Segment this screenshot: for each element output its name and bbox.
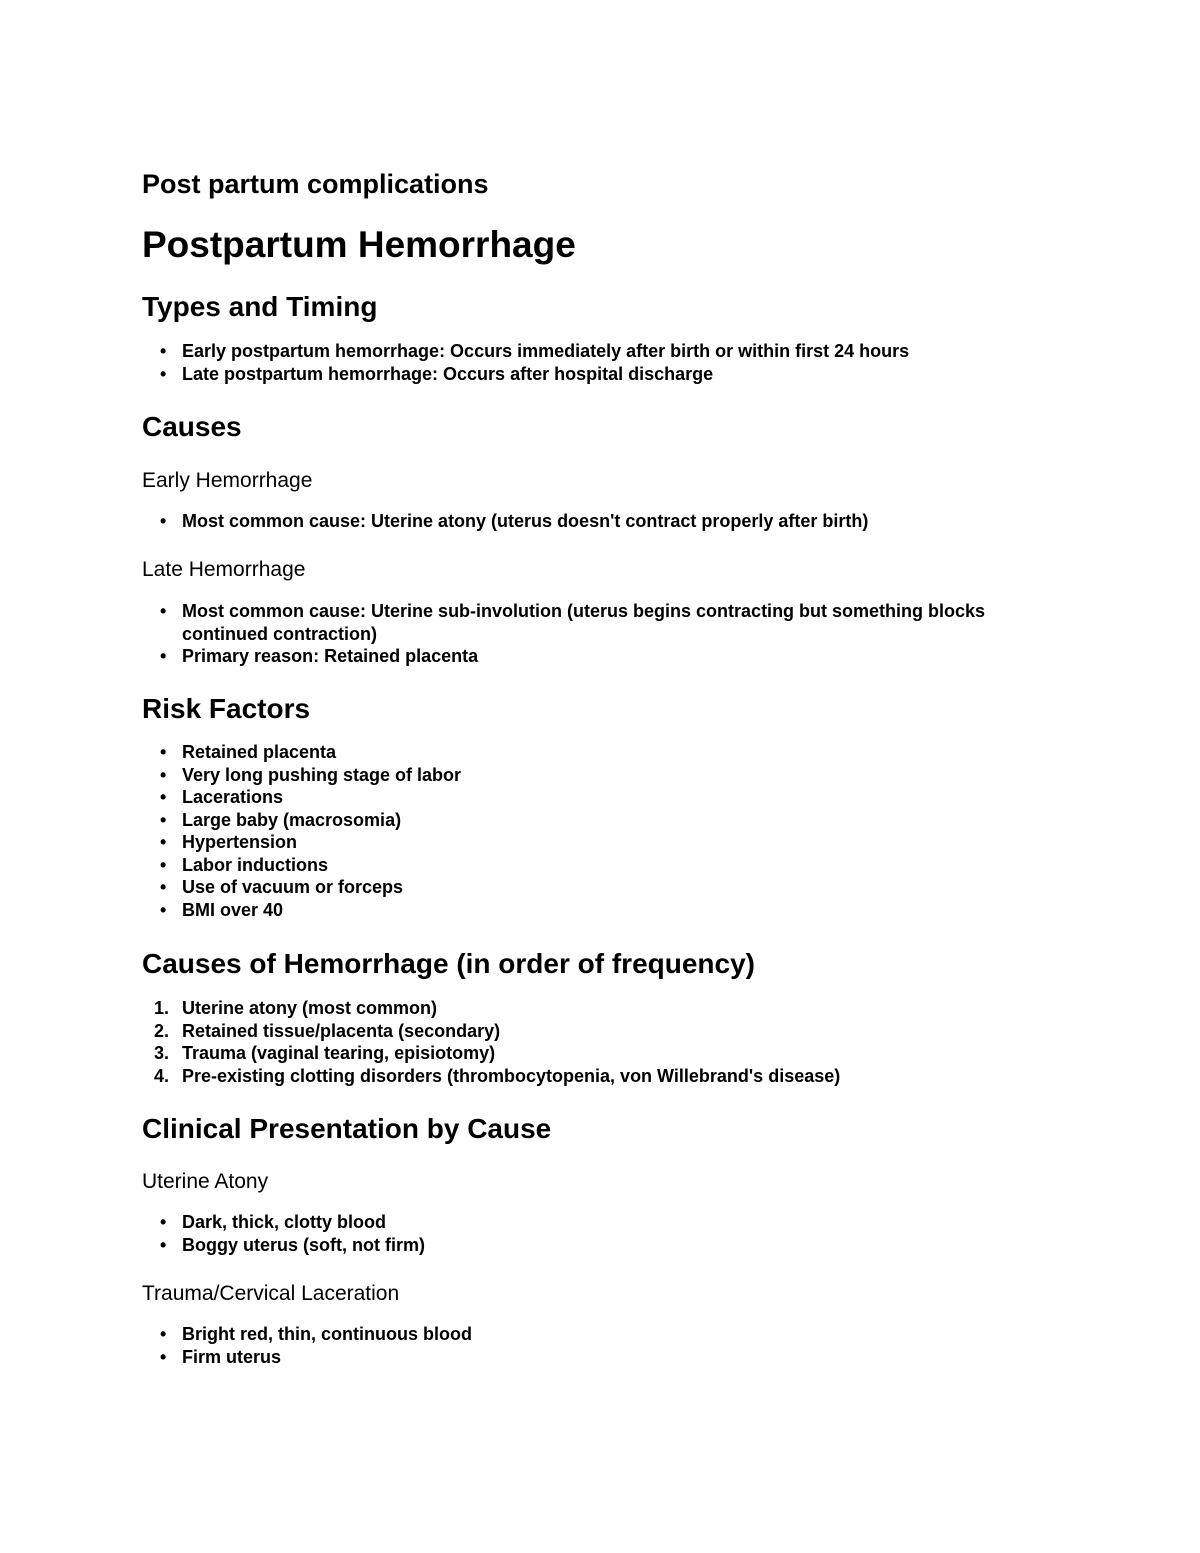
trauma-subheading: Trauma/Cervical Laceration bbox=[142, 1282, 400, 1305]
list-item: • Hypertension bbox=[142, 831, 1062, 854]
list-item: • Use of vacuum or forceps bbox=[142, 876, 1062, 899]
list-item: • Most common cause: Uterine sub-involution (uterus begins contracting but something blocks continued contraction) bbox=[142, 600, 1062, 645]
list-item: • Primary reason: Retained placenta bbox=[142, 645, 1062, 668]
list-item: • Most common cause: Uterine atony (uterus doesn't contract properly after birth) bbox=[142, 510, 1062, 533]
risk-factors-heading: Risk Factors bbox=[142, 693, 311, 724]
list-item: Retained tissue/placenta (secondary) bbox=[182, 1020, 501, 1041]
late-hemorrhage-list bbox=[142, 600, 1062, 668]
types-timing-list bbox=[142, 340, 1062, 385]
list-item: • BMI over 40 bbox=[142, 899, 1062, 922]
causes-heading: Causes bbox=[142, 411, 242, 442]
list-item: • Lacerations bbox=[142, 786, 1062, 809]
list-item: • Dark, thick, clotty blood bbox=[142, 1211, 1062, 1234]
list-item: Trauma (vaginal tearing, episiotomy) bbox=[182, 1043, 496, 1063]
list-item: Uterine atony (most common) bbox=[182, 998, 438, 1018]
early-hemorrhage-list bbox=[142, 510, 1062, 533]
list-item: • Firm uterus bbox=[142, 1346, 1062, 1369]
list-item: • Labor inductions bbox=[142, 854, 1062, 877]
uterine-atony-list bbox=[142, 1211, 1062, 1256]
list-item: • Large baby (macrosomia) bbox=[142, 809, 1062, 832]
causes-frequency-heading: Causes of Hemorrhage (in order of frequency) bbox=[142, 948, 756, 979]
types-timing-heading: Types and Timing bbox=[142, 291, 378, 322]
list-item: • Very long pushing stage of labor bbox=[142, 764, 1062, 787]
list-item: Pre-existing clotting disorders (thrombocytopenia, von Willebrand's disease) bbox=[182, 1065, 841, 1086]
late-hemorrhage-subheading: Late Hemorrhage bbox=[142, 558, 306, 581]
list-item: • Early postpartum hemorrhage: Occurs immediately after birth or within first 24 hours bbox=[142, 340, 1062, 363]
document-title: Post partum complications bbox=[142, 169, 489, 199]
list-item: • Bright red, thin, continuous blood bbox=[142, 1323, 1062, 1346]
trauma-list bbox=[142, 1323, 1062, 1368]
causes-frequency-list bbox=[142, 997, 1062, 1087]
early-hemorrhage-subheading: Early Hemorrhage bbox=[142, 469, 313, 492]
list-item: • Retained placenta bbox=[142, 741, 1062, 764]
uterine-atony-subheading: Uterine Atony bbox=[142, 1170, 269, 1193]
clinical-presentation-heading: Clinical Presentation by Cause bbox=[142, 1113, 552, 1144]
risk-factors-list bbox=[142, 741, 1062, 921]
main-heading: Postpartum Hemorrhage bbox=[142, 224, 576, 265]
list-item: • Late postpartum hemorrhage: Occurs after hospital discharge bbox=[142, 363, 1062, 386]
list-item: • Boggy uterus (soft, not firm) bbox=[142, 1234, 1062, 1257]
